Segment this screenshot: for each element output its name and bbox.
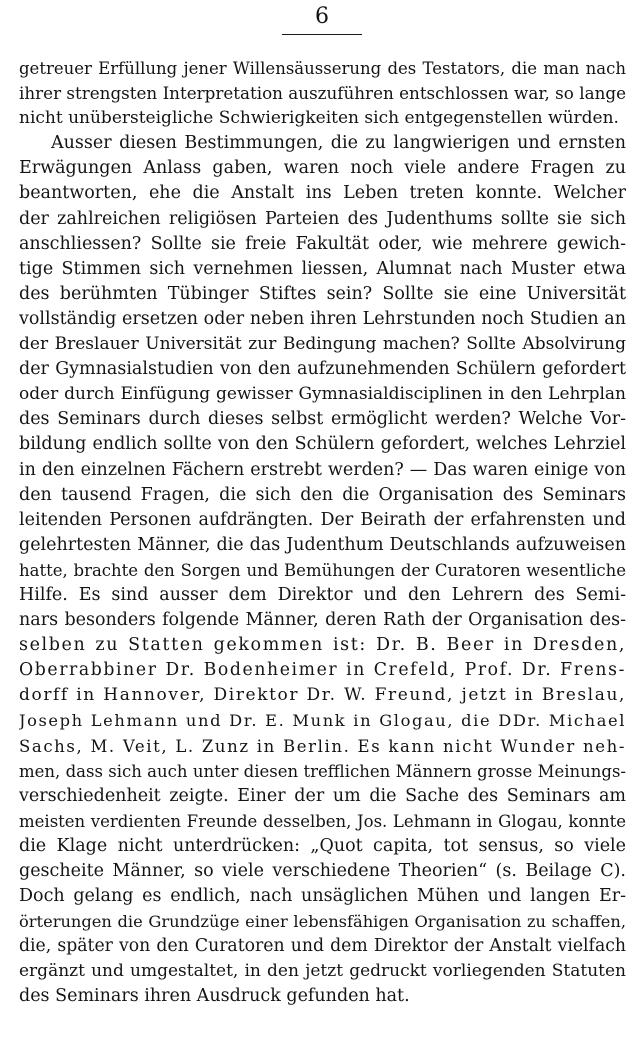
text-line: Joseph Lehmann und Dr. E. Munk in Glogau, die DDr. Michael [19,711,626,731]
text-line: selben zu Statten gekommen ist: Dr. B. Beer in Dresden, [19,635,626,656]
text-line: gescheite Männer, so viele verschiedene Theorien“ (s. Beilage C). [19,861,626,881]
text-line: in den einzelnen Fächern erstrebt werden? — Das waren einige von [19,459,626,480]
text-line: hatte, brachte den Sorgen und Bemühungen der Curatoren wesentliche [19,560,626,580]
text-line: dorff in Hannover, Direktor Dr. W. Freund, jetzt in Breslau, [19,685,626,706]
text-line: men, dass sich auch unter diesen trefflichen Männern grosse Meinungs- [19,761,626,781]
text-line: vollständig ersetzen oder neben ihren Lehrstunden noch Studien an [19,308,626,329]
text-line: der Gymnasialstudien von den aufzunehmenden Schülern gefordert [19,359,626,380]
text-line: örterungen die Grundzüge einer lebensfähigen Organisation zu schaffen, [19,912,626,932]
text-line: die Klage nicht unterdrücken: „Quot capita, tot sensus, so viele [19,835,626,856]
text-line: die, später von den Curatoren und dem Direktor der Anstalt vielfach [19,936,626,957]
text-line: tige Stimmen sich vernehmen liessen, Alumnat nach Muster etwa [19,258,626,279]
text-line: des Seminars durch dieses selbst ermöglicht werden? Welche Vor- [19,409,626,430]
text-line: getreuer Erfüllung jener Willensäusserung des Testators, die man nach [19,59,626,78]
text-line: anschliessen? Sollte sie freie Fakultät oder, wie mehrere gewich- [19,233,626,254]
text-line: meisten verdienten Freunde desselben, Jos. Lehmann in Glogau, konnte [19,811,626,831]
text-line: der Breslauer Universität zur Bedingung machen? Sollte Absolvirung [19,334,626,355]
text-line: verschiedenheit zeigte. Einer der um die Sache des Seminars am [19,785,626,806]
text-line: bildung endlich sollte von den Schülern gefordert, welches Lehrziel [19,434,626,455]
text-line: Oberrabbiner Dr. Bodenheimer in Crefeld, Prof. Dr. Frens- [19,660,626,681]
text-line: beantworten, ehe die Anstalt ins Leben treten konnte. Welcher [19,183,626,204]
text-line: den tausend Fragen, die sich den die Organisation des Seminars [19,484,626,505]
header-rule [282,34,362,35]
text-line: Sachs, M. Veit, L. Zunz in Berlin. Es kann nicht Wunder neh- [19,736,626,756]
text-line: der zahlreichen religiösen Parteien des Judenthums sollte sie sich [19,208,626,229]
text-line: ergänzt und umgestaltet, in den jetzt gedruckt vorliegenden Statuten [19,961,626,982]
text-line: des berühmten Tübinger Stiftes sein? Sollte sie eine Universität [19,283,626,304]
page-number: 6 [315,4,329,29]
text-line: nars besonders folgende Männer, deren Rath der Organisation des- [19,610,626,631]
text-line: oder durch Einfügung gewisser Gymnasialdisciplinen in den Lehrplan [19,384,626,405]
text-line: ihrer strengsten Interpretation auszuführen entschlossen war, so lange [19,83,626,104]
text-line: gelehrtesten Männer, die das Judenthum Deutschlands aufzuweisen [19,534,626,555]
text-line: leitenden Personen aufdrängten. Der Beirath der erfahrensten und [19,509,626,530]
text-line: Doch gelang es endlich, nach unsäglichen Mühen und langen Er- [19,886,626,907]
text-line: nicht unübersteigliche Schwierigkeiten sich entgegenstellen würden. [19,108,619,129]
text-line: des Seminars ihren Ausdruck gefunden hat. [19,986,410,1007]
text-line: Hilfe. Es sind ausser dem Direktor und den Lehrern des Semi- [19,584,626,605]
text-line: Erwägungen Anlass gaben, waren noch viele andere Fragen zu [19,158,626,179]
text-line: Ausser diesen Bestimmungen, die zu langwierigen und ernsten [51,133,626,154]
body-text [19,56,626,1010]
